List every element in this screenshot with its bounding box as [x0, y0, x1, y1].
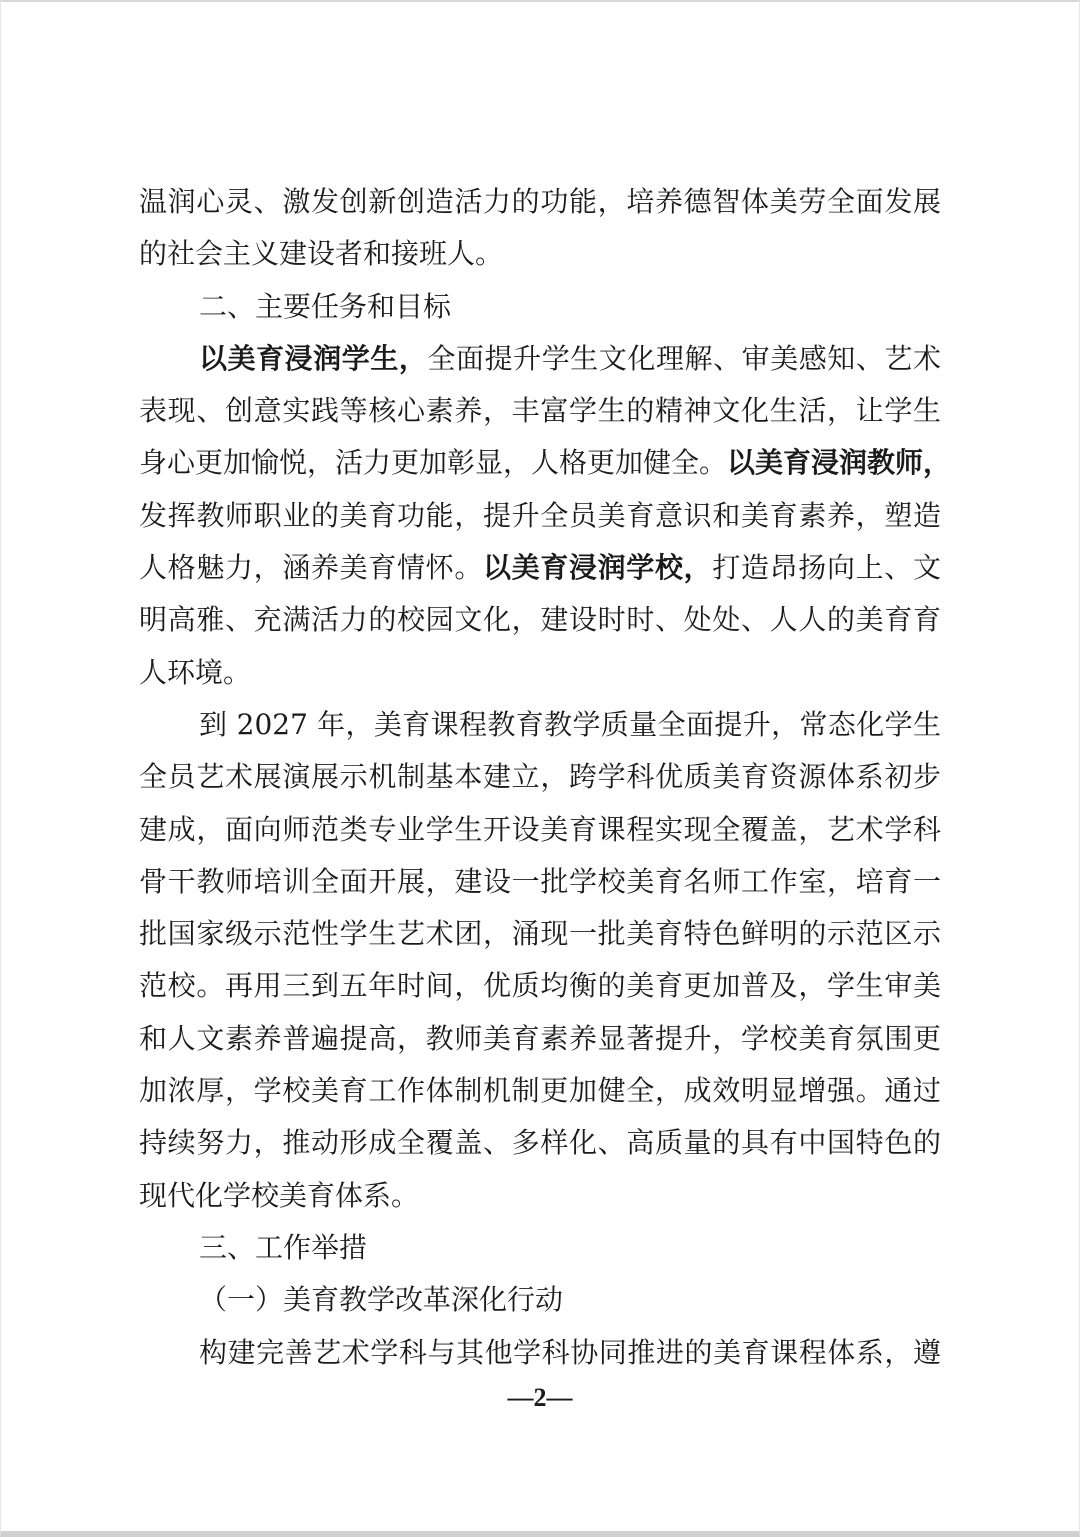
- document-body: [139, 176, 952, 1379]
- paragraph-line: [139, 333, 941, 385]
- bold-phrase: 以美育浸润教师，: [727, 446, 952, 480]
- paragraph-line: 批国家级示范性学生艺术团，涌现一批美育特色鲜明的示范区示: [139, 917, 941, 951]
- paragraph-text: 打造昂扬向上、文: [712, 551, 941, 585]
- paragraph-text: 人格魅力，涵养美育情怀。: [139, 551, 483, 585]
- paragraph-line: [139, 437, 952, 489]
- bold-phrase: 以美育浸润学校，: [482, 551, 713, 585]
- page-number: —2—: [507, 1383, 573, 1412]
- paragraph-line: [139, 542, 941, 594]
- paragraph-text: 全面提升学生文化理解、审美感知、艺术: [427, 341, 941, 375]
- paragraph-line: 骨干教师培训全面开展，建设一批学校美育名师工作室，培育一: [139, 864, 941, 898]
- paragraph-line: 温润心灵、激发创新创造活力的功能，培养德智体美劳全面发展: [139, 185, 941, 218]
- paragraph-line: 范校。再用三到五年时间，优质均衡的美育更加普及，学生审美: [139, 969, 941, 1003]
- bold-phrase: 以美育浸润学生，: [199, 341, 428, 375]
- paragraph-line: 人环境。: [139, 655, 252, 689]
- paragraph-line: 建成，面向师范类专业学生开设美育课程实现全覆盖，艺术学科: [139, 812, 941, 846]
- paragraph-line: 全员艺术展演展示机制基本建立，跨学科优质美育资源体系初步: [139, 760, 941, 794]
- section-heading: 二、主要任务和目标: [199, 289, 452, 323]
- paragraph-line: 加浓厚，学校美育工作体制机制更加健全，成效明显增强。通过: [139, 1074, 941, 1108]
- paragraph-line: 表现、创意实践等核心素养，丰富学生的精神文化生活，让学生: [139, 394, 941, 428]
- section-heading: 三、工作举措: [199, 1230, 368, 1264]
- paragraph-line: 构建完善艺术学科与其他学科协同推进的美育课程体系，遵: [199, 1335, 941, 1369]
- paragraph-line: 持续努力，推动形成全覆盖、多样化、高质量的具有中国特色的: [139, 1126, 941, 1160]
- paragraph-line: 到 2027 年，美育课程教育教学质量全面提升，常态化学生: [199, 707, 941, 741]
- paragraph-line: 现代化学校美育体系。: [139, 1178, 420, 1212]
- paragraph-line: 发挥教师职业的美育功能，提升全员美育意识和美育素养，塑造: [139, 498, 941, 532]
- paragraph-text: 身心更加愉悦，活力更加彰显，人格更加健全。: [139, 446, 728, 480]
- subsection-heading: （一）美育教学改革深化行动: [199, 1283, 564, 1317]
- paragraph-line: 的社会主义建设者和接班人。: [139, 237, 504, 271]
- paragraph-line: 明高雅、充满活力的校园文化，建设时时、处处、人人的美育育: [139, 603, 941, 637]
- paragraph-line: 和人文素养普遍提高，教师美育素养显著提升，学校美育氛围更: [139, 1021, 941, 1055]
